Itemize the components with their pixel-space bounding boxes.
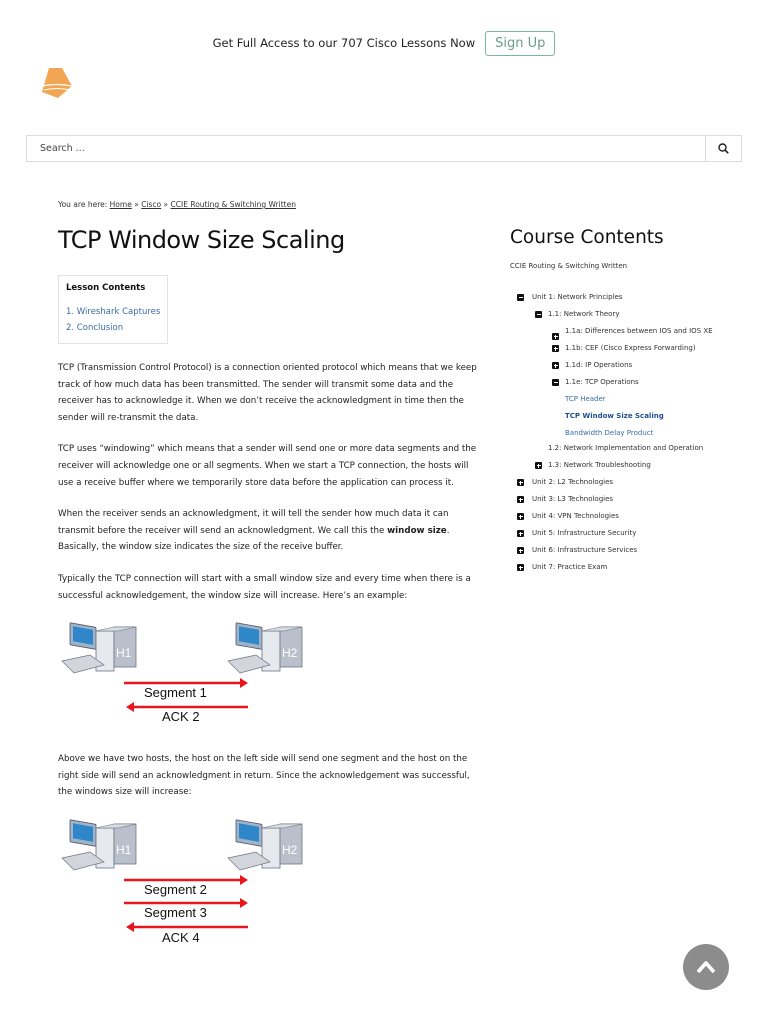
message-label: Segment 2 xyxy=(144,881,207,897)
tree-label: 1.3: Network Troubleshooting xyxy=(548,461,651,469)
paragraph: Typically the TCP connection will start with a small window size and every time when there is a successful acknowledgement, the window size will increase. Here’s an example: xyxy=(58,573,471,601)
tree-link-tcp-window-size-scaling[interactable]: TCP Window Size Scaling xyxy=(565,412,664,420)
course-contents-title: Course Contents xyxy=(510,227,664,248)
tree-label: Unit 7: Practice Exam xyxy=(532,563,608,571)
breadcrumb-prefix: You are here: xyxy=(58,200,108,209)
expand-icon[interactable] xyxy=(535,462,542,469)
search-bar xyxy=(26,135,742,162)
window-size-term: window size xyxy=(387,525,447,536)
networklessons-logo-icon xyxy=(38,66,74,100)
tree-unit-4[interactable] xyxy=(510,510,740,523)
site-logo[interactable] xyxy=(38,66,74,100)
expand-icon[interactable] xyxy=(552,333,559,340)
host-left-label: H1 xyxy=(116,842,132,857)
tree-1-1d[interactable] xyxy=(510,359,740,372)
expand-icon[interactable] xyxy=(552,362,559,369)
lesson-link-conclusion[interactable]: 2. Conclusion xyxy=(66,323,124,333)
breadcrumb-separator: » xyxy=(163,200,169,209)
host-left-label: H1 xyxy=(116,646,132,661)
tree-label: 1.1b: CEF (Cisco Express Forwarding) xyxy=(565,344,696,352)
page-title: TCP Window Size Scaling xyxy=(58,226,345,254)
expand-icon[interactable] xyxy=(517,564,524,571)
collapse-icon[interactable] xyxy=(552,379,559,386)
expand-icon[interactable] xyxy=(517,513,524,520)
tree-unit-2[interactable] xyxy=(510,476,740,489)
search-button[interactable] xyxy=(705,136,741,161)
lesson-link-wireshark[interactable]: 1. Wireshark Captures xyxy=(66,307,161,317)
tree-1-2[interactable]: 1.2: Network Implementation and Operation xyxy=(548,444,704,452)
tree-1-1[interactable] xyxy=(510,308,740,321)
expand-icon[interactable] xyxy=(517,530,524,537)
tree-link-bandwidth-delay-product[interactable]: Bandwidth Delay Product xyxy=(565,429,654,437)
breadcrumb-home[interactable]: Home xyxy=(109,200,132,209)
lesson-contents-title: Lesson Contents xyxy=(66,283,146,293)
tree-unit-7[interactable] xyxy=(510,561,740,574)
expand-icon[interactable] xyxy=(517,547,524,554)
course-name[interactable]: CCIE Routing & Switching Written xyxy=(510,262,628,270)
search-icon xyxy=(718,143,729,154)
lesson-contents xyxy=(58,275,168,344)
tree-label: Unit 4: VPN Technologies xyxy=(532,512,619,520)
course-sidebar xyxy=(510,222,740,578)
tcp-window-diagram-1 xyxy=(58,619,308,731)
paragraph: TCP uses “windowing” which means that a sender will send one or more data segments and the receiver will acknowledge one or all segments. When we start a TCP connection, the hosts will use a receive buffer where we temporarily store data before the application can process it. xyxy=(58,444,477,488)
breadcrumb-separator: » xyxy=(134,200,139,209)
tree-label: Unit 3: L3 Technologies xyxy=(532,495,614,503)
host-right-label: H2 xyxy=(282,646,298,661)
tree-label: Unit 5: Infrastructure Security xyxy=(532,529,637,537)
tree-label: 1.1e: TCP Operations xyxy=(565,378,639,386)
breadcrumb-cisco[interactable]: Cisco xyxy=(141,200,162,209)
tree-unit-5[interactable] xyxy=(510,527,740,540)
collapse-icon[interactable] xyxy=(535,311,542,318)
paragraph-window-size xyxy=(58,506,486,556)
tree-1-1a[interactable] xyxy=(510,325,740,338)
tree-unit-1[interactable] xyxy=(510,291,740,304)
tree-label: Unit 6: Infrastructure Services xyxy=(532,546,638,554)
scroll-to-top-button[interactable] xyxy=(683,944,729,990)
chevron-up-icon xyxy=(696,960,716,974)
promo-banner xyxy=(0,30,768,56)
message-label: Segment 1 xyxy=(144,685,207,701)
tree-unit-6[interactable] xyxy=(510,544,740,557)
host-right-label: H2 xyxy=(282,842,298,857)
search-input[interactable] xyxy=(27,136,705,161)
article xyxy=(58,222,486,971)
tree-label: Unit 2: L2 Technologies xyxy=(532,478,614,486)
expand-icon[interactable] xyxy=(517,496,524,503)
tree-label: 1.1: Network Theory xyxy=(548,310,620,318)
tree-1-1b[interactable] xyxy=(510,342,740,355)
message-label: ACK 2 xyxy=(162,709,200,725)
message-label: Segment 3 xyxy=(144,904,207,920)
tree-label: 1.1d: IP Operations xyxy=(565,361,633,369)
tree-unit-3[interactable] xyxy=(510,493,740,506)
paragraph-text: . Basically, the window size indicates the size of the receive buffer. xyxy=(58,525,450,553)
sign-up-button[interactable]: Sign Up xyxy=(485,31,555,56)
tree-label: 1.1a: Differences between IOS and IOS XE xyxy=(565,327,713,335)
promo-text: Get Full Access to our 707 Cisco Lessons Now xyxy=(212,36,476,50)
tcp-window-diagram-2 xyxy=(58,816,308,951)
paragraph-text: When the receiver sends an acknowledgment, it will tell the sender how much data it can transmit before the receiver will send an acknowledgment. We call this the xyxy=(58,509,449,536)
expand-icon[interactable] xyxy=(552,345,559,352)
message-label: ACK 4 xyxy=(162,929,200,945)
collapse-icon[interactable] xyxy=(517,294,524,301)
paragraph: Above we have two hosts, the host on the left side will send one segment and the host on the right side will send an acknowledgment in return. Since the acknowledgement was successful, the windows size will increase: xyxy=(58,754,470,798)
tree-label: Unit 1: Network Principles xyxy=(532,293,623,301)
expand-icon[interactable] xyxy=(517,479,524,486)
tree-link-tcp-header[interactable]: TCP Header xyxy=(565,395,606,403)
breadcrumb-ccie-written[interactable]: CCIE Routing & Switching Written xyxy=(170,200,296,209)
paragraph: TCP (Transmission Control Protocol) is a connection oriented protocol which means that we keep track of how much data has been transmitted. The sender will transmit some data and the receiver has to acknowledge it. When we don’t receive the acknowledgment in time then the sender will re-transmit the data. xyxy=(58,363,477,423)
breadcrumb xyxy=(58,200,296,209)
tree-1-1e[interactable] xyxy=(510,376,740,389)
tree-1-3[interactable] xyxy=(510,459,740,472)
